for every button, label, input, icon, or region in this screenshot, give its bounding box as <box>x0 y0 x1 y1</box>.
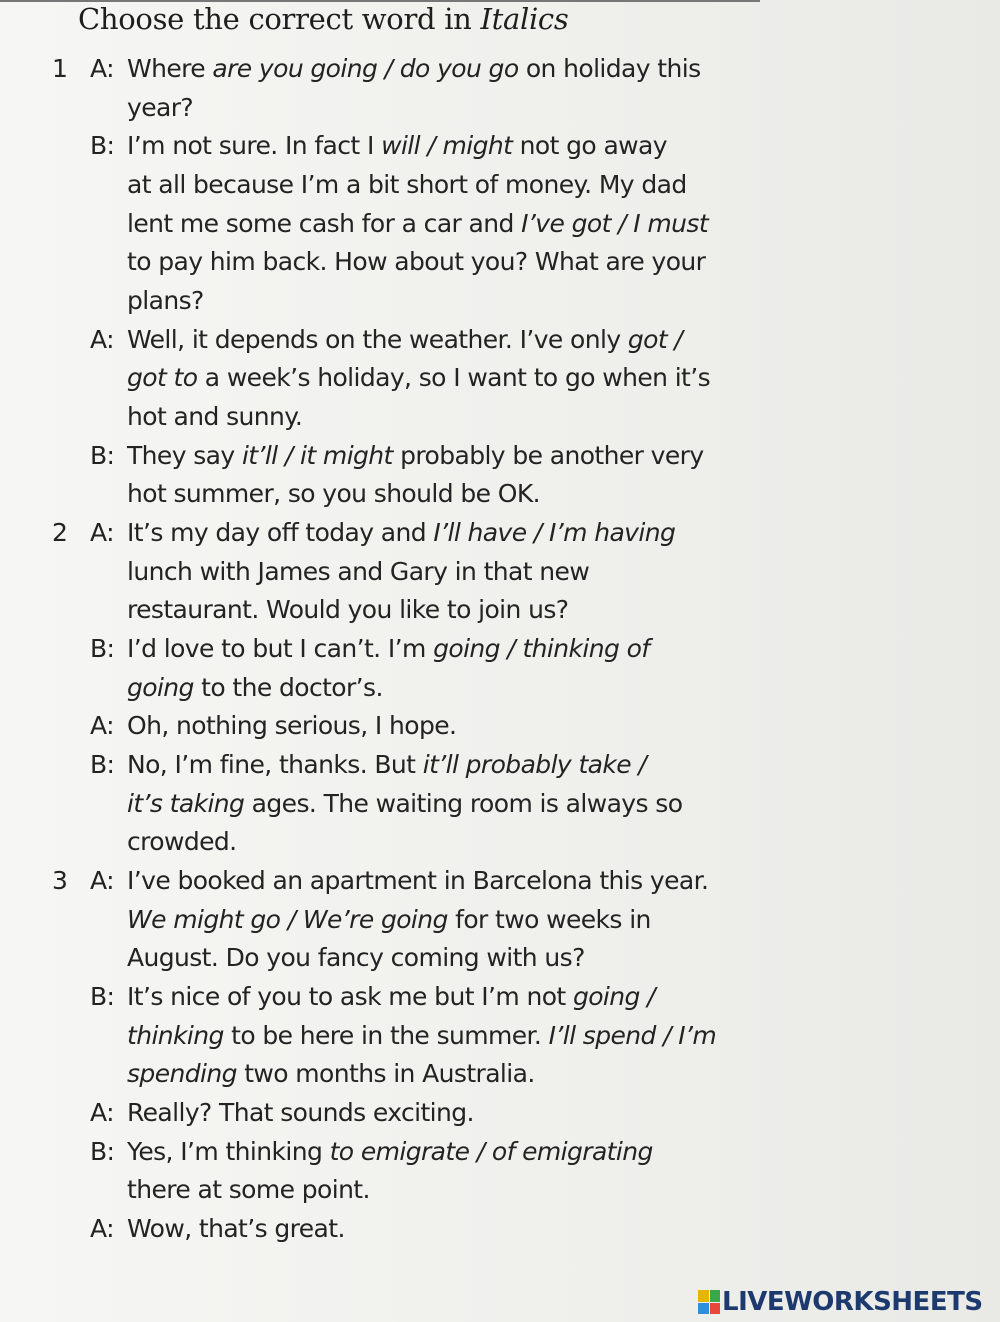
dialogue-line <box>0 591 770 629</box>
line-text <box>127 862 708 900</box>
dialogue-line <box>0 437 770 475</box>
text-segment: I’m not sure. In fact I <box>127 131 382 161</box>
dialogue-line <box>0 978 770 1016</box>
logo-square <box>698 1303 709 1315</box>
text-segment: They say <box>127 440 242 470</box>
text-segment: hot and sunny. <box>127 402 303 432</box>
text-segment: there at some point. <box>127 1175 370 1205</box>
dialogue-line <box>0 398 770 436</box>
speaker-label: A: <box>90 711 114 741</box>
text-segment: No, I’m fine, thanks. But <box>127 750 423 780</box>
line-text <box>127 978 655 1016</box>
text-segment: plans? <box>127 286 204 316</box>
line-text <box>127 398 302 436</box>
dialogue-line <box>0 359 770 397</box>
instruction-heading <box>78 2 568 36</box>
line-text <box>127 205 708 243</box>
line-text <box>127 1055 535 1093</box>
instruction-italic-word: Italics <box>480 2 569 36</box>
text-segment: to be here in the summer. <box>223 1020 549 1050</box>
text-segment: ages. The waiting room is always so <box>244 788 683 818</box>
liveworksheets-logo-icon <box>698 1290 720 1314</box>
answer-choice: will / might <box>381 131 513 161</box>
text-segment: Oh, nothing serious, I hope. <box>127 711 457 741</box>
line-text <box>127 359 710 397</box>
line-text <box>127 1133 653 1171</box>
dialogue-line <box>0 1210 770 1248</box>
text-segment: It’s my day off today and <box>127 518 434 548</box>
dialogue-line <box>0 1055 770 1093</box>
dialogue-line <box>0 1171 770 1209</box>
line-text <box>127 823 236 861</box>
line-text <box>127 785 682 823</box>
answer-choice: going / thinking of <box>433 634 650 664</box>
line-text <box>127 475 540 513</box>
answer-choice: I’ll spend / I’m <box>548 1020 717 1050</box>
dialogue-line <box>0 243 770 281</box>
line-text <box>127 707 456 745</box>
logo-square <box>710 1290 721 1302</box>
line-text <box>127 630 649 668</box>
speaker-label: A: <box>90 324 114 354</box>
line-text <box>127 514 675 552</box>
text-segment: not go away <box>512 131 667 161</box>
liveworksheets-logo <box>698 1287 983 1317</box>
dialogue-line <box>0 901 770 939</box>
answer-choice: got / <box>627 324 683 354</box>
text-segment: August. Do you fancy coming with us? <box>127 943 585 973</box>
text-segment: Where <box>127 54 213 83</box>
line-text <box>127 939 585 977</box>
dialogue-line <box>0 707 770 745</box>
dialogue-line <box>0 127 770 165</box>
instruction-text: Choose the correct word in <box>78 2 481 36</box>
dialogue-line <box>0 669 770 707</box>
text-segment: I’d love to but I can’t. I’m <box>127 634 434 664</box>
dialogue-line <box>0 630 770 668</box>
dialogue-line <box>0 1094 770 1132</box>
answer-choice: to emigrate / of emigrating <box>329 1136 653 1166</box>
text-segment: probably be another very <box>392 440 704 470</box>
line-text <box>127 166 687 204</box>
speaker-label: A: <box>90 866 114 896</box>
logo-square <box>698 1290 709 1302</box>
item-number: 3 <box>52 866 68 896</box>
speaker-label: B: <box>90 982 115 1012</box>
text-segment: lunch with James and Gary in that new <box>127 556 590 586</box>
text-segment: It’s nice of you to ask me but I’m not <box>127 982 573 1012</box>
text-segment: Well, it depends on the weather. I’ve only <box>127 324 628 354</box>
answer-choice: We might go / We’re going <box>127 904 448 934</box>
line-text <box>127 1171 370 1209</box>
text-segment: Yes, I’m thinking <box>127 1136 330 1166</box>
line-text <box>127 127 667 165</box>
text-segment: crowded. <box>127 827 237 857</box>
text-segment: to pay him back. How about you? What are your <box>127 247 706 277</box>
text-segment: a week’s holiday, so I want to go when it’s <box>197 363 711 393</box>
text-segment: on holiday this <box>518 54 701 83</box>
dialogue-line <box>0 321 770 359</box>
speaker-label: A: <box>90 1098 114 1128</box>
text-segment: year? <box>127 92 194 122</box>
line-text <box>127 1094 474 1132</box>
answer-choice: are you going / do you go <box>212 54 519 83</box>
logo-square <box>710 1303 721 1315</box>
line-text <box>127 746 646 784</box>
answer-choice: I’ll have / I’m having <box>433 518 676 548</box>
dialogue-line <box>0 553 770 591</box>
line-text <box>127 591 568 629</box>
speaker-label: B: <box>90 634 115 664</box>
dialogue-line <box>0 475 770 513</box>
text-segment: I’ve booked an apartment in Barcelona this year. <box>127 866 709 896</box>
dialogue-line <box>0 746 770 784</box>
answer-choice: it’ll / it might <box>241 440 393 470</box>
text-segment: for two weeks in <box>447 904 651 934</box>
speaker-label: B: <box>90 750 115 780</box>
answer-choice: going / <box>572 982 655 1012</box>
item-number: 2 <box>52 518 68 548</box>
line-text <box>127 1210 345 1248</box>
dialogue-line <box>0 166 770 204</box>
dialogue-line <box>0 1133 770 1171</box>
item-number: 1 <box>52 54 68 83</box>
line-text <box>127 89 193 127</box>
line-text <box>127 282 204 320</box>
answer-choice: got to <box>127 363 198 393</box>
line-text <box>127 901 651 939</box>
dialogue-line <box>0 1017 770 1055</box>
dialogue-line <box>0 785 770 823</box>
line-text <box>127 243 705 281</box>
dialogue-line <box>0 89 770 127</box>
text-segment: Really? That sounds exciting. <box>127 1098 474 1128</box>
dialogue-line <box>0 823 770 861</box>
answer-choice: it’s taking <box>127 788 245 818</box>
answer-choice: it’ll probably take / <box>422 750 647 780</box>
dialogue-line <box>0 862 770 900</box>
speaker-label: A: <box>90 1214 114 1244</box>
speaker-label: A: <box>90 54 114 83</box>
line-text <box>127 553 589 591</box>
text-segment: at all because I’m a bit short of money. My dad <box>127 170 687 199</box>
line-text <box>127 437 704 475</box>
logo-text: LIVEWORKSHEETS <box>722 1287 983 1317</box>
speaker-label: B: <box>90 131 115 161</box>
text-segment: two months in Australia. <box>236 1059 535 1089</box>
line-text <box>127 669 383 707</box>
speaker-label: B: <box>90 440 115 470</box>
line-text <box>127 50 701 88</box>
speaker-label: B: <box>90 1136 115 1166</box>
answer-choice: spending <box>127 1059 237 1089</box>
text-segment: hot summer, so you should be OK. <box>127 479 540 509</box>
text-segment: lent me some cash for a car and <box>127 208 522 238</box>
text-segment: restaurant. Would you like to join us? <box>127 595 569 625</box>
speaker-label: A: <box>90 518 114 548</box>
dialogue-line <box>0 50 770 88</box>
text-segment: to the doctor’s. <box>193 672 383 702</box>
dialogue-line <box>0 939 770 977</box>
line-text <box>127 321 682 359</box>
dialogue-line <box>0 514 770 552</box>
text-segment: Wow, that’s great. <box>127 1214 345 1244</box>
dialogue-line <box>0 205 770 243</box>
answer-choice: going <box>127 672 194 702</box>
line-text <box>127 1017 716 1055</box>
answer-choice: thinking <box>127 1020 224 1050</box>
dialogue-line <box>0 282 770 320</box>
answer-choice: I’ve got / I must <box>521 208 709 238</box>
